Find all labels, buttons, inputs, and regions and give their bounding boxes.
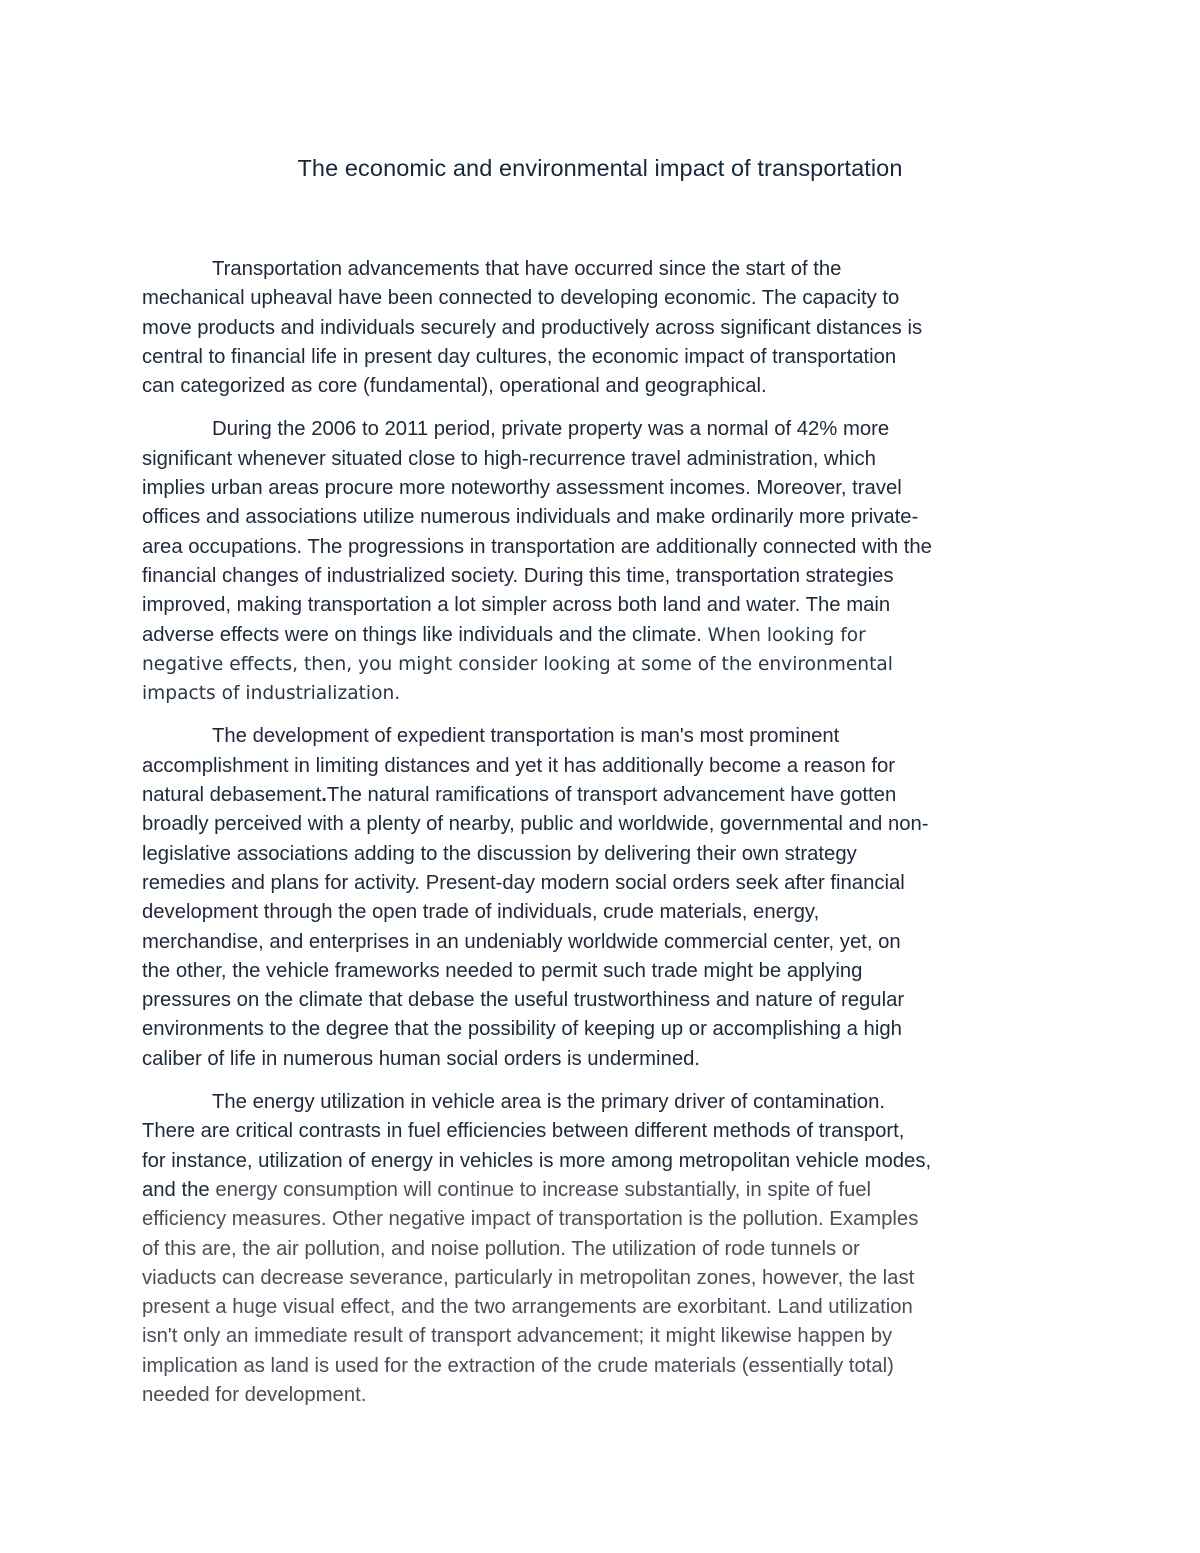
document-title: The economic and environmental impact of transportation [297, 155, 903, 181]
paragraph-3 [142, 722, 1072, 1074]
paragraph-3-bold-period: . [321, 784, 327, 807]
paragraph-4-text: The energy utilization in vehicle area is the primary driver of contamination. There are critical contrasts in fuel efficiencies between different methods of transport, for instance, utilization of energy in vehicles is more among metropolitan vehicle modes, and the [142, 1091, 932, 1201]
paragraph-2 [142, 415, 1072, 708]
paragraph-4-grey-text: energy consumption will continue to increase substantially, in spite of fuel efficiency measures. Other negative impact of transportation is the pollution. Examples of this are, the air pollution, and noise pollution. The utilization of rode tunnels or viaducts can decrease severance, particularly in metropolitan zones, however, the last present a huge visual effect, and the two arrangements are exorbitant. Land utilization isn't only an immediate result of transport advancement; it might likewise happen by implication as land is used for the extraction of the crude materials (essentially total) needed for development. [142, 1178, 919, 1406]
paragraph-4 [142, 1088, 1072, 1410]
paragraph-3-text-a: The development of expedient transportation is man's most prominent accomplishment in limiting distances and yet it has additionally become a reason for natural debasement [142, 725, 896, 807]
paragraph-3-text-b: The natural ramifications of transport advancement have gotten broadly perceived with a plenty of nearby, public and worldwide, governmental and non- legislative associations adding to the discussion by delivering their own strategy remedies and plans for activity. Present-day modern social orders seek after financial development through the open trade of individuals, crude materials, energy, merchandise, and enterprises in an undeniably worldwide commercial center, yet, on the other, the vehicle frameworks needed to permit such trade might be applying pressures on the climate that debase the useful trustworthiness and nature of regular environments to the degree that the possibility of keeping up or accomplishing a high caliber of life in numerous human social orders is undermined. [142, 784, 929, 1070]
document-body [142, 255, 1072, 1424]
paragraph-1 [142, 255, 1072, 401]
paragraph-2-soft-text: When looking for negative effects, then, you might consider looking at some of the environmental impacts of industrialization. [142, 624, 893, 705]
paragraph-1-text: Transportation advancements that have occurred since the start of the mechanical upheaval have been connected to developing economic. The capacity to move products and individuals securely and productively across significant distances is central to financial life in present day cultures, the economic impact of transportation can categorized as core (fundamental), operational and geographical. [142, 258, 923, 398]
paragraph-2-text: During the 2006 to 2011 period, private property was a normal of 42% more significant whenever situated close to high-recurrence travel administration, which implies urban areas procure more noteworthy assessment incomes. Moreover, travel offices and associations utilize numerous individuals and make ordinarily more private- area occupations. The progressions in transportation are additionally connected with the financial changes of industrialized society. During this time, transportation strategies improved, making transportation a lot simpler across both land and water. The main adverse effects were on things like individuals and the climate. [142, 418, 932, 646]
